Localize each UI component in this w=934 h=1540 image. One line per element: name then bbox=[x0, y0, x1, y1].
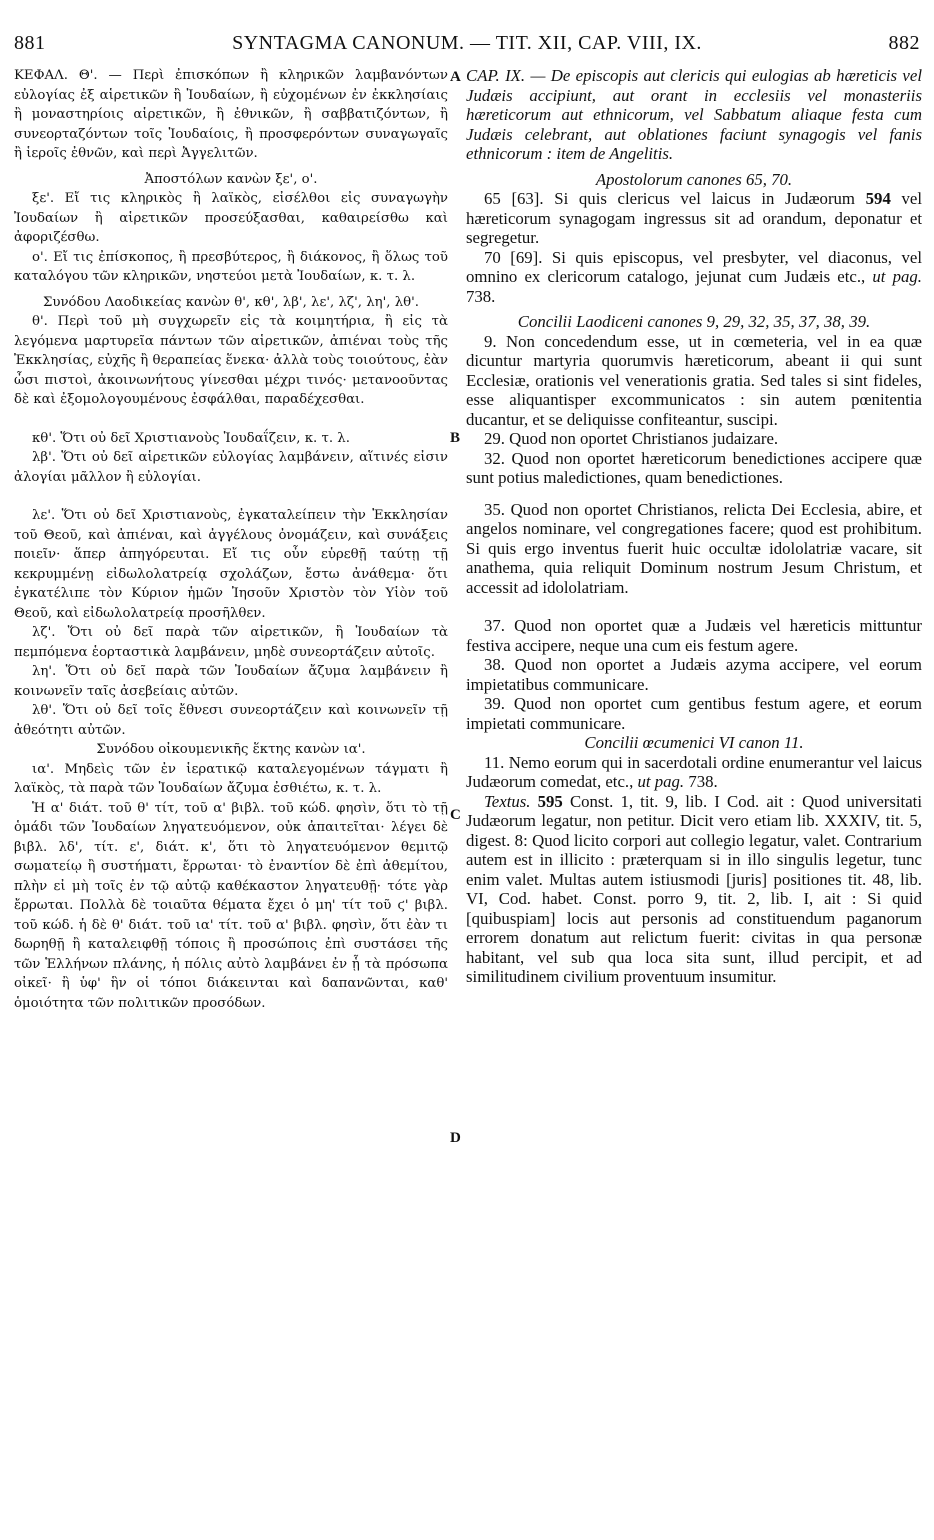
latin-canon-38: 38. Quod non oportet a Judæis azyma accipere, vel eorum impietatibus communicare. bbox=[466, 655, 922, 694]
margin-marker-d: D bbox=[450, 1130, 461, 1146]
greek-canon-35: λε'. Ὅτι οὐ δεῖ Χριστιανοὺς, ἐγκαταλείπειν τὴν Ἐκκλησίαν τοῦ Θεοῦ, καὶ ἀπιέναι, καὶ ἀγγέλους ὀνομάζειν, καὶ συνάξεις ποιεῖν· ἅπερ ἀπηγόρευται. Εἴ τις οὖν εὑρεθῇ ταύτῃ τῇ κεκρυμμένῃ εἰδωλολατρείᾳ σχολάζων, ἔστω ἀνάθεμα· ὅτι ἐγκατέλιπε τὸν Κύριον ἡμῶν Ἰησοῦν Χριστὸν τὸν Υἱὸν τοῦ Θεοῦ, καὶ εἰδωλολατρείᾳ προσῆλθεν. bbox=[14, 508, 448, 621]
latin-canon-35: 35. Quod non oportet Christianos, relicta Dei Ecclesia, abire, et angelos nominare, vel congregationes facere; quod est prohibitum. Si quis ergo inventus fuerit huic occultæ idololatriæ vacare, sit anathema, quia reliquit Dominum nostrum Jesum Christum, et accessit ad idololatriam. bbox=[466, 499, 922, 597]
latin-canon-70 bbox=[466, 248, 922, 307]
running-title: SYNTAGMA CANONUM. — TIT. XII, CAP. VIII, IX. bbox=[232, 32, 702, 54]
latin-canon-70-text-a: 70 [69]. Si quis episcopus, vel presbyter, vel diaconus, vel omnino ex clericorum catalogo, jejunat cum Judæis etc., bbox=[466, 247, 922, 286]
latin-canon-29: 29. Quod non oportet Christianos judaizare. bbox=[484, 429, 779, 448]
latin-scholion bbox=[466, 792, 922, 987]
latin-canon-11-text-b: 738. bbox=[684, 772, 718, 791]
latin-canon-11-ut-pag: ut pag. bbox=[637, 772, 685, 791]
latin-canon-37: 37. Quod non oportet quæ a Judæis vel hæreticis mittuntur festiva accipere, neque una cum eis festum agere. bbox=[466, 616, 922, 655]
latin-synod-heading: Concilii œcumenici VI canon 11. bbox=[584, 733, 804, 752]
latin-column bbox=[466, 66, 922, 987]
latin-canon-32: 32. Quod non oportet hæreticorum benedictiones accipere quæ sunt potius maledictiones, quam benedictiones. bbox=[466, 448, 922, 487]
latin-canon-65-number: 65 [63]. bbox=[484, 189, 544, 208]
greek-canon-70: ο'. Εἴ τις ἐπίσκοπος, ἢ πρεσβύτερος, ἢ διάκονος, ἢ ὅλως τοῦ καταλόγου τῶν κληρικῶν, νηστεύοι μετὰ Ἰουδαίων, κ. τ. λ. bbox=[14, 249, 448, 284]
latin-scholion-label: Textus. bbox=[484, 791, 531, 811]
greek-canon-29: κθ'. Ὅτι οὐ δεῖ Χριστιανοὺς Ἰουδαΐζειν, κ. τ. λ. bbox=[32, 430, 350, 446]
greek-canon-11: ια'. Μηδεὶς τῶν ἐν ἱερατικῷ καταλεγομένων τάγματι ἢ λαϊκὸς, τὰ παρὰ τῶν Ἰουδαίων ἄζυμα ἐσθιέτω, κ. τ. λ. bbox=[14, 761, 448, 796]
margin-reference-594: 594 bbox=[865, 189, 891, 208]
latin-scholion-text: Const. 1, tit. 9, lib. I Cod. ait : Quod universitati Judæorum legatur, non petitur. Dicit vero etiam lib. XXXIV, tit. 5, digest. 8: Quod licito corpori aut collegio legatur, valet. Contrarium autem est in illicito : præterquam si in illo singulis legetur, tunc enim valet. Multas autem istiusmodi [juris] positiones tit. 48, lib. VI, Cod. habet. Const. porro 9, tit. 2, lib. I, ait : Si quid [quibuspiam] locis aut personis ad constituendum paganorum errorem donatum aut relictum fuerit: civitas in qua personæ habitant, vel sub qua loca sita sunt, illud percipit, et ad similitudinem civilium proventuum insumitur. bbox=[466, 791, 922, 986]
latin-chapter-heading: CAP. IX. — De episcopis aut clericis qui eulogias ab hæreticis vel Judæis accipiunt, aut orant in ecclesiis vel monasteriis hæreticorum aut ethnicorum, vel Sabbatum aliaque festa cum Judæis celebrant, aut oblationes faciunt synagogis vel fanis ethnicorum : item de Angelitis. bbox=[466, 66, 922, 163]
greek-canon-39: λθ'. Ὅτι οὐ δεῖ τοῖς ἔθνεσι συνεορτάζειν καὶ κοινωνεῖν τῇ ἀθεότητι αὐτῶν. bbox=[14, 703, 448, 738]
latin-canon-65-text-a: Si quis clericus vel laicus in Judæorum bbox=[543, 189, 866, 208]
greek-apostolic-heading: Ἀποστόλων κανὼν ξε', ο'. bbox=[144, 171, 318, 187]
greek-canon-9: θ'. Περὶ τοῦ μὴ συγχωρεῖν εἰς τὰ κοιμητήρια, ἢ εἰς τὰ λεγόμενα μαρτυρεῖα πάντων τῶν αἱρετικῶν, ἀπιέναι τοὺς τῆς Ἐκκλησίας, εὐχῆς ἢ θεραπείας ἕνεκα· ἀλλὰ τοὺς τοιούτους, ἐὰν ὦσι πιστοὶ, ἀκοινωνήτους γίνεσθαι μέχρι τινός· μετανοοῦντας δὲ καὶ ἐξομολογουμένους ἐσφάλθαι, παραδέχεσθαι. bbox=[14, 314, 448, 407]
page-number-right: 882 bbox=[888, 32, 920, 54]
latin-canon-70-ut-pag: ut pag. bbox=[872, 267, 922, 286]
greek-canon-32: λβ'. Ὅτι οὐ δεῖ αἱρετικῶν εὐλογίας λαμβάνειν, αἵτινές εἰσιν ἀλογίαι μᾶλλον ἢ εὐλογίαι. bbox=[14, 450, 448, 485]
latin-canon-11 bbox=[466, 753, 922, 792]
greek-laodicea-heading: Συνόδου Λαοδικείας κανὼν θ', κθ', λβ', λε', λζ', λη', λθ'. bbox=[42, 294, 420, 310]
latin-laodicea-heading: Concilii Laodiceni canones 9, 29, 32, 35, 37, 38, 39. bbox=[517, 312, 871, 331]
running-head bbox=[14, 32, 920, 58]
greek-canon-37: λζ'. Ὅτι οὐ δεῖ παρὰ τῶν αἱρετικῶν, ἢ Ἰουδαίων τὰ πεμπόμενα ἑορταστικὰ λαμβάνειν, μηδὲ συνεορτάζειν αὐτοῖς. bbox=[14, 625, 448, 660]
latin-canon-9: 9. Non concedendum esse, ut in cœmeteria, vel in ea quæ dicuntur martyria quorumvis hæreticorum, abeant ii qui sunt Ecclesiæ, orationis vel venerationis gratia. Sed tales si sint fideles, esse aliquantisper excommunicatos : sin autem pœnitentia ducantur, et se deliquisse confiteantur, suscipi. bbox=[466, 331, 922, 429]
margin-reference-595: 595 bbox=[537, 791, 563, 811]
greek-canon-65: ξε'. Εἴ τις κληρικὸς ἢ λαϊκὸς, εἰσέλθοι εἰς συναγωγὴν Ἰουδαίων ἢ αἱρετικῶν προσεύξασθαι, καθαιρείσθω καὶ ἀφοριζέσθω. bbox=[14, 191, 448, 245]
latin-canon-65-text-b: vel hæreticorum synagogam ingressus sit ad orandum, deponatur et segregetur. bbox=[466, 189, 922, 247]
margin-marker-a: A bbox=[450, 69, 461, 85]
latin-canon-39: 39. Quod non oportet cum gentibus festum agere, et eorum impietati communicare. bbox=[466, 694, 922, 733]
greek-chapter-heading: ΚΕΦΑΛ. Θ'. — Περὶ ἐπισκόπων ἢ κληρικῶν λαμβανόντων εὐλογίας ἐξ αἱρετικῶν ἢ Ἰουδαίων, ἢ εὐχομένων ἐν ἐκκλησίαις ἢ μοναστηρίοις αἱρετικῶν, ἢ ἐθνικῶν, ἢ σαββατιζόντων, ἢ συνεορταζόντων τοῖς Ἰουδαίοις, ἢ προσφερόντων συναγωγαῖς ἢ ἱεροῖς ἐθνῶν, καὶ περὶ Ἀγγελιτῶν. bbox=[14, 68, 448, 161]
page-number-left: 881 bbox=[14, 32, 46, 54]
greek-canon-38: λη'. Ὅτι οὐ δεῖ παρὰ τῶν Ἰουδαίων ἄζυμα λαμβάνειν ἢ κοινωνεῖν ταῖς ἀσεβείαις αὐτῶν. bbox=[14, 664, 448, 699]
greek-scholion: Ἡ α' διάτ. τοῦ θ' τίτ, τοῦ α' βιβλ. τοῦ κώδ. φησὶν, ὅτι τὸ τῇ ὁμάδι τῶν Ἰουδαίων ληγατευόμενον, οὐκ ἀπαιτεῖται· λέγει δὲ βιβλ. λδ', τίτ. ε', διάτ. κ', ὅτι τὸ ληγατευόμενον θεμιτῷ σωματείῳ ἢ συστήματι, ἔρρωται· τὸ ἐναντίον δὲ ἐπὶ ἀθεμίτου, πλὴν εἰ μὴ τοῖς ἐν τῷ αὐτῷ καθέκαστον ληγατευθῇ· τότε γὰρ ἔρρωται. Πολλὰ δὲ τοιαῦτα θέματα ἔχει ὁ μη' τίτ τοῦ ϛ' βιβλ. τοῦ κώδ. ἡ δὲ θ' διάτ. τοῦ ια' τίτ. τοῦ α' βιβλ. φησὶν, ὅτι ἐὰν τι δωρηθῇ ἢ καταλειφθῇ τόποις ἢ προσώποις ἐπὶ συστάσει τῆς τῶν Ἑλλήνων πλάνης, ἡ πόλις αὐτὸ λαμβάνει ἐν ᾗ τὰ πρόσωπα οἰκεῖ· ἢ ὑφ' ἣν οἱ τόποι διάκεινται καὶ δαπανῶνται, καθ' ὁμοιότητα τῶν πολιτικῶν προσόδων. bbox=[14, 800, 448, 1011]
greek-synod-heading: Συνόδου οἰκουμενικῆς ἕκτης κανὼν ια'. bbox=[96, 742, 366, 757]
margin-marker-c: C bbox=[450, 807, 461, 823]
latin-apostolic-heading: Apostolorum canones 65, 70. bbox=[595, 169, 793, 189]
latin-canon-65 bbox=[466, 189, 922, 248]
latin-canon-70-text-b: 738. bbox=[466, 286, 496, 306]
margin-marker-b: B bbox=[450, 430, 461, 446]
latin-canon-11-text-a: 11. Nemo eorum qui in sacerdotali ordine enumerantur vel laicus Judæorum comedat, etc., bbox=[466, 752, 922, 791]
greek-column bbox=[14, 66, 448, 1013]
